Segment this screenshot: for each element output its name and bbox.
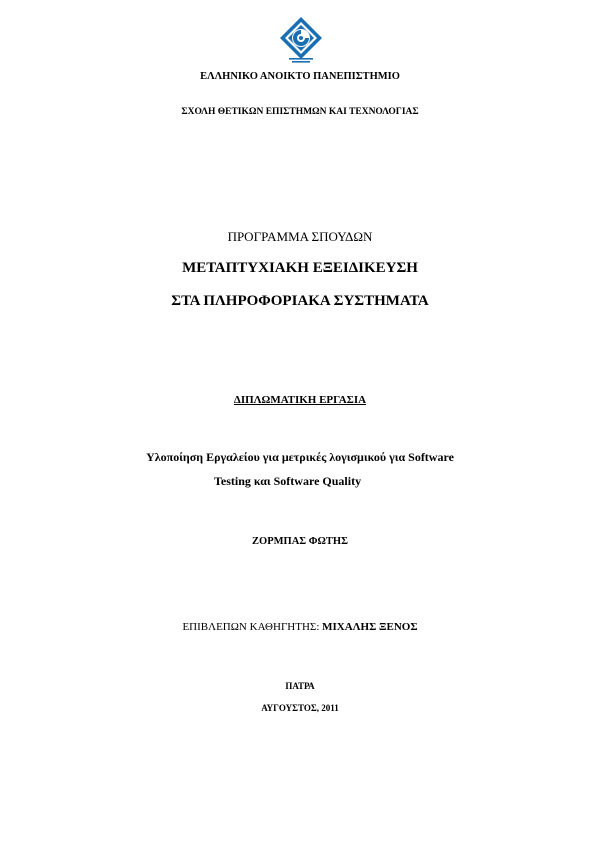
thesis-title-line1: Υλοποίηση Εργαλείου για μετρικές λογισμικού για Software [146,450,454,464]
thesis-title-line2: Testing και Software Quality [214,474,362,488]
thesis-type: ΔΙΠΛΩΜΑΤΙΚΗ ΕΡΓΑΣΙΑ [233,394,367,406]
city: ΠΑΤΡΑ [285,681,315,691]
program-title-line2: ΣΤΑ ΠΛΗΡΟΦΟΡΙΑΚΑ ΣΥΣΤΗΜΑΤΑ [171,293,429,309]
program-title-line1: ΜΕΤΑΠΤΥΧΙΑΚΗ ΕΞΕΙΔΙΚΕΥΣΗ [182,260,418,276]
school-name: ΣΧΟΛΗ ΘΕΤΙΚΩΝ ΕΠΙΣΤΗΜΩΝ ΚΑΙ ΤΕΧΝΟΛΟΓΙΑΣ [181,107,419,117]
supervisor-label: ΕΠΙΒΛΕΠΩΝ ΚΑΘΗΓΗΤΗΣ: [182,621,320,633]
supervisor-line [0,621,600,633]
date: ΑΥΓΟΥΣΤΟΣ, 2011 [261,703,339,713]
program-label: ΠΡΟΓΡΑΜΜΑ ΣΠΟΥΔΩΝ [227,229,373,244]
supervisor-name: ΜΙΧΑΛΗΣ ΞΕΝΟΣ [322,621,418,633]
university-logo-icon [279,16,323,64]
university-name: ΕΛΛΗΝΙΚΟ ΑΝΟΙΚΤΟ ΠΑΝΕΠΙΣΤΗΜΙΟ [200,71,400,82]
author-name: ΖΟΡΜΠΑΣ ΦΩΤΗΣ [252,536,348,547]
